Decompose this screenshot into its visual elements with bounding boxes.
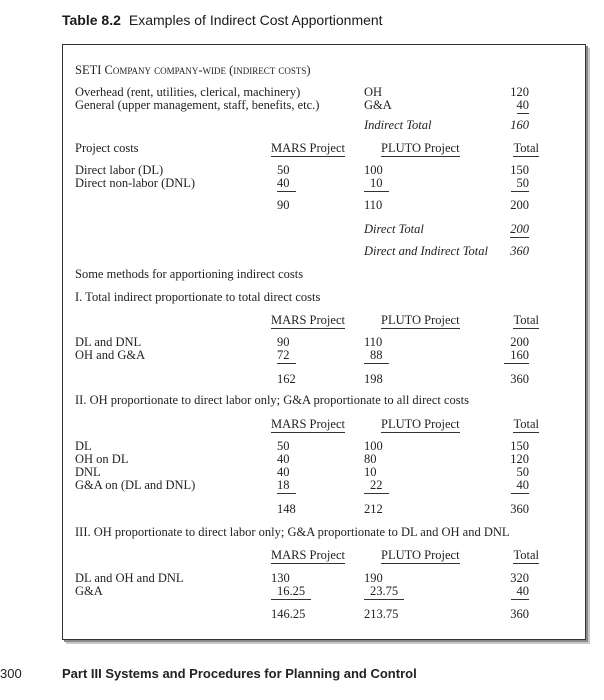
col-header-total: Total <box>513 548 539 562</box>
indirect-row-label: General (upper management, staff, benefits, etc.) <box>75 98 320 112</box>
method3-row-mars: 16.25 <box>271 584 311 600</box>
indirect-row-value: 120 <box>510 85 529 99</box>
indirect-row-value: 40 <box>516 98 529 112</box>
project-sum-mars: 90 <box>277 198 290 212</box>
method2-row-label: DL <box>75 439 92 453</box>
method2-row-total: 120 <box>510 452 529 466</box>
method2-row-label: OH on DL <box>75 452 129 466</box>
method2-row-mars: 40 <box>277 465 290 479</box>
method3-row-total: 320 <box>510 571 529 585</box>
method2-row-pluto: 22 <box>364 478 389 494</box>
method2-sum-pluto: 212 <box>364 502 383 516</box>
method3-sum-pluto: 213.75 <box>364 607 399 621</box>
method2-row-mars: 18 <box>277 478 296 494</box>
indirect-total-label: Indirect Total <box>364 118 432 132</box>
project-row-pluto: 10 <box>364 176 389 192</box>
col-header-pluto: PLUTO Project <box>381 313 460 327</box>
project-row-pluto: 100 <box>364 163 383 177</box>
grand-total-label: Direct and Indirect Total <box>364 244 488 258</box>
method1-sum-mars: 162 <box>277 372 296 386</box>
direct-total-value: 200 <box>510 222 529 236</box>
table-frame <box>62 44 586 640</box>
method1-row-label: OH and G&A <box>75 348 146 362</box>
method1-sum-pluto: 198 <box>364 372 383 386</box>
running-footer: Part III Systems and Procedures for Planning and Control <box>62 666 417 681</box>
table-title: Examples of Indirect Cost Apportionment <box>128 12 383 28</box>
project-row-label: Direct non-labor (DNL) <box>75 176 196 190</box>
method2-row-pluto: 10 <box>364 465 377 479</box>
method2-row-label: DNL <box>75 465 101 479</box>
method2-row-total: 50 <box>516 465 529 479</box>
grand-total-value: 360 <box>510 244 529 258</box>
company-header: SETI Company company-wide (indirect costs) <box>75 63 311 77</box>
col-header-total: Total <box>513 313 539 327</box>
method1-row-pluto: 110 <box>364 335 383 349</box>
method2-row-total: 150 <box>510 439 529 453</box>
method2-row-total: 40 <box>511 478 530 494</box>
method3-row-pluto: 23.75 <box>364 584 404 600</box>
method2-row-mars: 40 <box>277 452 290 466</box>
col-header-mars: MARS Project <box>271 417 345 431</box>
col-header-total: Total <box>513 141 539 155</box>
project-sum-total: 200 <box>510 198 529 212</box>
method2-row-pluto: 80 <box>364 452 377 466</box>
page-number: 300 <box>0 666 22 681</box>
indirect-row-code: G&A <box>364 98 392 112</box>
method3-row-total: 40 <box>511 584 530 600</box>
method3-row-label: G&A <box>75 584 103 598</box>
direct-total-label: Direct Total <box>364 222 424 236</box>
method3-row-mars: 130 <box>271 571 290 585</box>
indirect-row-label: Overhead (rent, utilities, clerical, machinery) <box>75 85 301 99</box>
method2-row-label: G&A on (DL and DNL) <box>75 478 196 492</box>
method1-row-pluto: 88 <box>364 348 389 364</box>
col-header-mars: MARS Project <box>271 141 345 155</box>
col-header-total: Total <box>513 417 539 431</box>
methods-intro: Some methods for apportioning indirect costs <box>75 267 304 281</box>
method3-sum-mars: 146.25 <box>271 607 306 621</box>
col-header-pluto: PLUTO Project <box>381 548 460 562</box>
method1-row-mars: 72 <box>277 348 296 364</box>
method3-row-pluto: 190 <box>364 571 383 585</box>
method1-row-label: DL and DNL <box>75 335 142 349</box>
table-number: Table 8.2 <box>62 12 121 28</box>
method3-row-label: DL and OH and DNL <box>75 571 184 585</box>
col-header-mars: MARS Project <box>271 548 345 562</box>
method2-sum-total: 360 <box>510 502 529 516</box>
indirect-total-value: 160 <box>510 118 529 132</box>
project-row-total: 50 <box>511 176 530 192</box>
method1-row-total: 200 <box>510 335 529 349</box>
project-row-label: Direct labor (DL) <box>75 163 164 177</box>
project-sum-pluto: 110 <box>364 198 383 212</box>
table-caption <box>62 12 383 28</box>
col-header-mars: MARS Project <box>271 313 345 327</box>
project-row-total: 150 <box>510 163 529 177</box>
project-costs-label: Project costs <box>75 141 139 155</box>
method2-row-mars: 50 <box>277 439 290 453</box>
method1-row-total: 160 <box>504 348 529 364</box>
indirect-row-code: OH <box>364 85 383 99</box>
project-row-mars: 40 <box>277 176 296 192</box>
method2-row-pluto: 100 <box>364 439 383 453</box>
col-header-pluto: PLUTO Project <box>381 417 460 431</box>
method1-sum-total: 360 <box>510 372 529 386</box>
method3-title: III. OH proportionate to direct labor only; G&A proportionate to DL and OH and DNL <box>75 525 510 539</box>
method1-title: I. Total indirect proportionate to total direct costs <box>75 290 321 304</box>
col-header-pluto: PLUTO Project <box>381 141 460 155</box>
method1-row-mars: 90 <box>277 335 290 349</box>
method3-sum-total: 360 <box>510 607 529 621</box>
method2-title: II. OH proportionate to direct labor only; G&A proportionate to all direct costs <box>75 393 470 407</box>
project-row-mars: 50 <box>277 163 290 177</box>
method2-sum-mars: 148 <box>277 502 296 516</box>
